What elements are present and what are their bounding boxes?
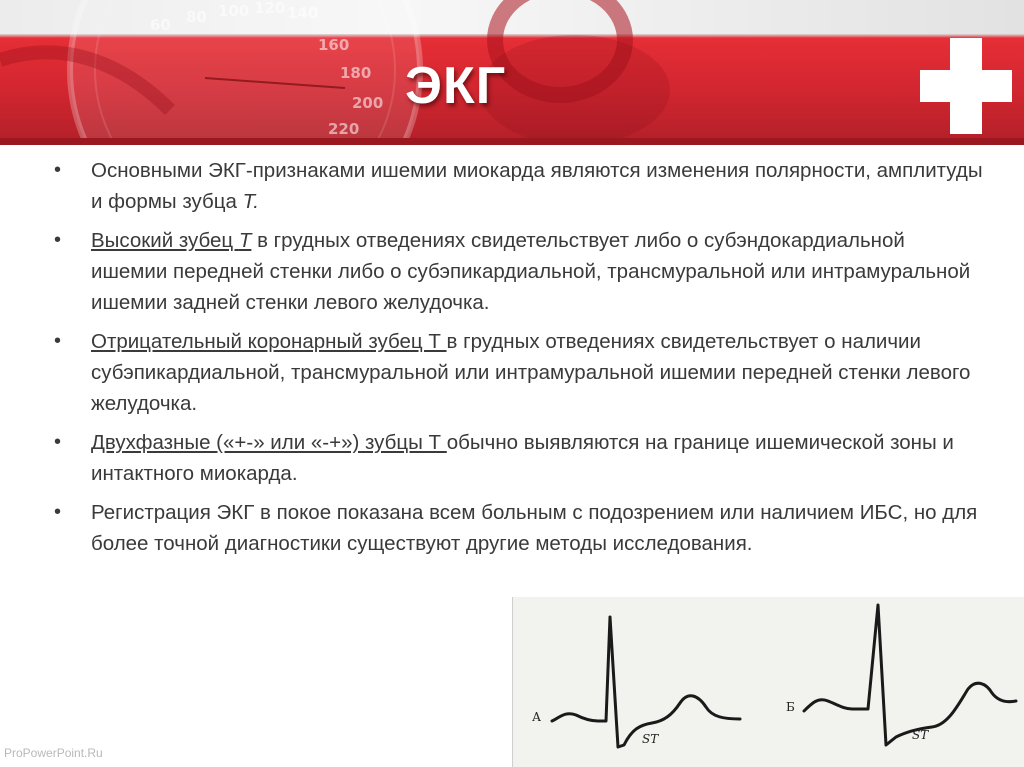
bullet-text: [91, 326, 984, 419]
bullet-dot-icon: •: [54, 229, 62, 251]
bullet-text: [91, 427, 984, 489]
bullet-text: [91, 225, 984, 318]
bullet-text-segment: в грудных отведениях свидетельствует либо о субэндокардиальной ишемии передней стенки либо о субэпикардиальной, трансмуральной или интрамуральной ишемии задней стенки левого желудочка.: [91, 229, 971, 314]
ecg-st-label-b: ST: [912, 728, 929, 742]
gauge-number: 160: [318, 36, 350, 54]
ecg-st-label-a: ST: [642, 732, 659, 746]
bullet-text-segment: Т.: [242, 190, 259, 213]
bullet-text-segment: Регистрация ЭКГ в покое показана всем больным с подозрением или наличием ИБС, но для более точной диагностики существуют другие методы исследования.: [91, 501, 978, 555]
bullet-text-segment: Отрицательный коронарный зубец Т: [91, 330, 447, 353]
ecg-panel-a-label: А: [532, 710, 542, 724]
bullet-item: [54, 326, 984, 419]
tonometer-gauge-illustration: [0, 0, 1024, 145]
gauge-number: 120: [254, 0, 286, 17]
bullet-dot-icon: •: [54, 431, 62, 453]
bullet-text-segment: в грудных отведениях свидетельствует о наличии субэпикардиальной, трансмуральной или интрамуральной ишемии передней стенки левого желудочка.: [91, 330, 971, 415]
bullet-text-segment: Т: [238, 229, 252, 252]
gauge-number: 140: [287, 4, 319, 22]
gauge-number: 80: [186, 8, 207, 26]
bullet-text-segment: Высокий зубец: [91, 229, 239, 252]
bullet-item: [54, 225, 984, 318]
bullet-dot-icon: •: [54, 501, 62, 523]
gauge-number: 180: [340, 64, 372, 82]
bullet-text-segment: Двухфазные («+-» или «-+») зубцы Т: [91, 431, 447, 454]
slide-title: ЭКГ: [405, 57, 507, 115]
gauge-number: 100: [218, 2, 250, 20]
bullet-dot-icon: •: [54, 330, 62, 352]
bullet-list: [54, 155, 984, 567]
bullet-item: [54, 427, 984, 489]
watermark: ProPowerPoint.Ru: [4, 746, 103, 760]
banner-bottom-edge: [0, 138, 1024, 145]
gauge-number: 220: [328, 120, 360, 138]
bullet-item: [54, 155, 984, 217]
bullet-text-segment: обычно выявляются на границе ишемической зоны и интактного миокарда.: [91, 431, 954, 485]
bullet-dot-icon: •: [54, 159, 62, 181]
bullet-text: [91, 497, 984, 559]
medical-cross-icon: [920, 38, 1012, 134]
header-banner: [0, 0, 1024, 145]
bullet-text-segment: Основными ЭКГ-признаками ишемии миокарда являются изменения полярности, амплитуды и формы зубца: [91, 159, 983, 213]
bullet-item: [54, 497, 984, 559]
gauge-number: 60: [150, 16, 171, 34]
gauge-number: 200: [352, 94, 384, 112]
bullet-text: [91, 155, 984, 217]
ecg-waveform-figure: [512, 597, 1024, 767]
ecg-panel-b-label: Б: [786, 700, 795, 714]
